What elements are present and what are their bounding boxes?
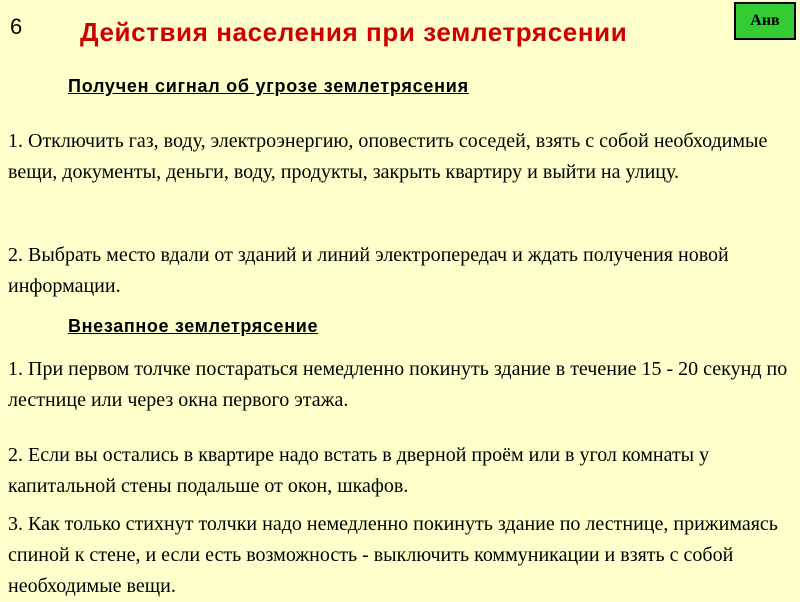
slide-number: 6	[10, 14, 23, 39]
anv-nav-button[interactable]: Анв	[734, 2, 796, 40]
slide-title: Действия населения при землетрясении	[80, 17, 628, 47]
section-heading-sudden: Внезапное землетрясение	[68, 316, 319, 336]
signal-step-2: 2. Выбрать место вдали от зданий и линий электропередач и ждать получения новой информации.	[8, 244, 729, 297]
sudden-step-3: 3. Как только стихнут толчки надо немедленно покинуть здание по лестнице, прижимаясь спиной к стене, и если есть возможность - выключить коммуникации и взять с собой необходимые вещи.	[8, 513, 778, 597]
sudden-step-1: 1. При первом толчке постараться немедленно покинуть здание в течение 15 - 20 секунд по лестнице или через окна первого этажа.	[8, 358, 788, 411]
sudden-step-2: 2. Если вы остались в квартире надо встать в дверной проём или в угол комнаты у капитальной стены подальше от окон, шкафов.	[8, 444, 710, 497]
section-heading-signal: Получен сигнал об угрозе землетрясения	[68, 76, 469, 96]
signal-step-1: 1. Отключить газ, воду, электроэнергию, оповестить соседей, взять с собой необходимые вещи, документы, деньги, воду, продукты, закрыть квартиру и выйти на улицу.	[8, 130, 768, 183]
